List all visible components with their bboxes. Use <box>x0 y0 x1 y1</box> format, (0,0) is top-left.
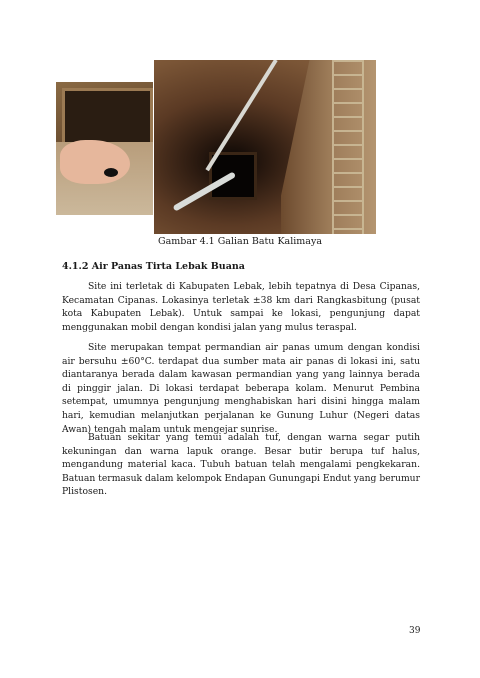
section-heading: 4.1.2 Air Panas Tirta Lebak Buana <box>62 261 245 272</box>
paragraph-site-description: Site merupakan tempat permandian air panas umum dengan kondisi air bersuhu ±60°C. terdapat dua sumber mata air panas di lokasi ini, satu diantaranya berada dalam kawasan permandian yang yang lainnya berada di pinggir jalan. Di lokasi terdapat beberapa kolam. Menurut Pembina setempat, umumnya pengunjung menghabiskan hari disini hingga malam hari, kemudian melanjutkan perjalanan ke Gunung Luhur (Negeri datas Awan) tengah malam untuk mengejar sunrise. <box>62 342 420 435</box>
photo-excavation-shaft <box>154 60 376 234</box>
photo-hand-holding-stone <box>56 82 153 215</box>
figure-caption: Gambar 4.1 Galian Batu Kalimaya <box>158 236 322 247</box>
photo-hand <box>60 140 130 184</box>
paragraph-geology: Batuan sekitar yang temui adalah tuf, dengan warna segar putih kekuningan dan warna lapuk orange. Besar butir berupa tuf halus, mengandung material kaca. Tubuh batuan telah mengalami pengkekaran. Batuan termasuk dalam kelompok Endapan Gunungapi Endut yang berumur Plistosen. <box>62 432 420 498</box>
photo-kalimaya-stone <box>104 168 118 177</box>
photo-ladder <box>332 60 364 234</box>
page-number: 39 <box>409 626 421 636</box>
paragraph-location: Site ini terletak di Kabupaten Lebak, lebih tepatnya di Desa Cipanas, Kecamatan Cipanas. Lokasinya terletak ±38 km dari Rangkasbitung (pusat kota Kabupaten Lebak). Untuk sampai ke lokasi, pengunjung dapat menggunakan mobil dengan kondisi jalan yang mulus teraspal. <box>62 281 420 333</box>
